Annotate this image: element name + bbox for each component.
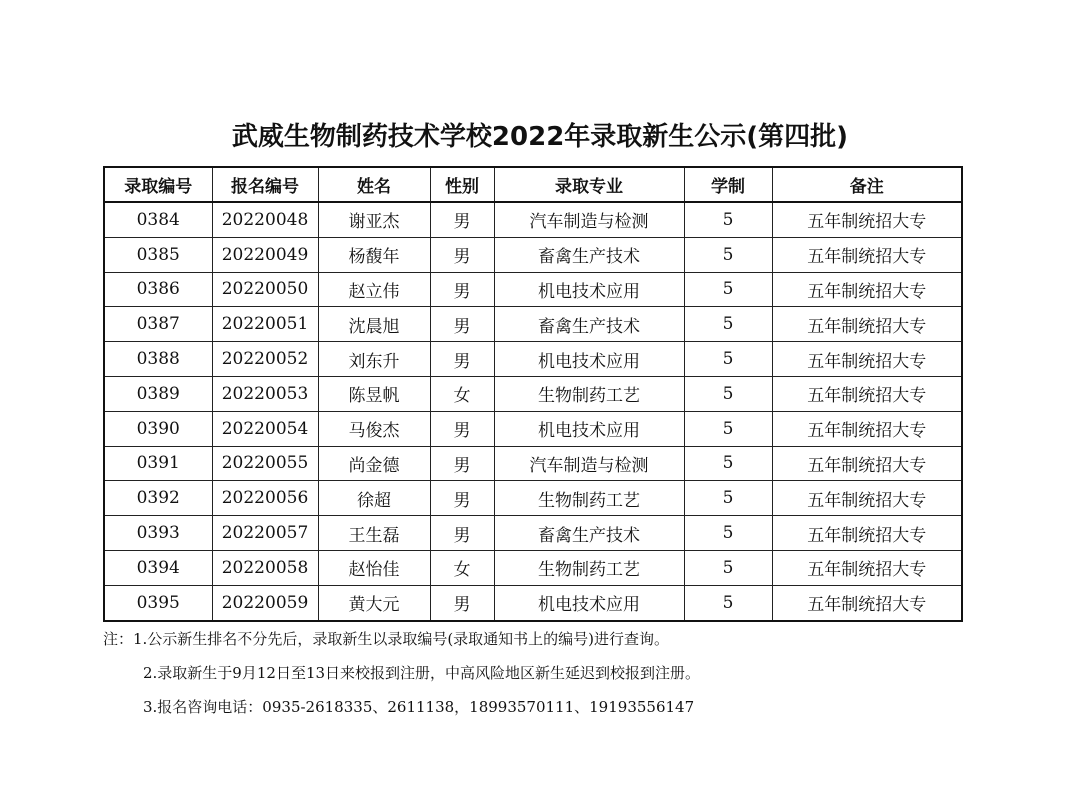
- cell-major: 畜禽生产技术: [494, 237, 684, 272]
- cell-registration-no: 20220055: [212, 446, 318, 481]
- cell-gender: 男: [430, 202, 494, 237]
- cell-gender: 女: [430, 376, 494, 411]
- note-3: 3.报名咨询电话：0935-2618335、2611138，18993570111、19193556147: [143, 698, 695, 716]
- cell-name: 沈晨旭: [318, 307, 430, 342]
- cell-remark: 五年制统招大专: [772, 516, 962, 551]
- table-header: [104, 167, 962, 202]
- cell-remark: 五年制统招大专: [772, 307, 962, 342]
- cell-name: 陈昱帆: [318, 376, 430, 411]
- cell-name: 谢亚杰: [318, 202, 430, 237]
- cell-remark: 五年制统招大专: [772, 272, 962, 307]
- table-row: [104, 202, 962, 237]
- column-header-gender: 性别: [430, 167, 494, 202]
- cell-name: 赵立伟: [318, 272, 430, 307]
- table-row: [104, 272, 962, 307]
- cell-remark: 五年制统招大专: [772, 550, 962, 585]
- cell-admission-no: 0388: [104, 342, 212, 377]
- column-header-registration-no: 报名编号: [212, 167, 318, 202]
- note-2: 2.录取新生于9月12日至13日来校报到注册，中高风险地区新生延迟到校报到注册。: [143, 664, 701, 682]
- cell-major: 汽车制造与检测: [494, 202, 684, 237]
- table-row: [104, 411, 962, 446]
- cell-admission-no: 0391: [104, 446, 212, 481]
- cell-admission-no: 0392: [104, 481, 212, 516]
- admission-table: [103, 166, 963, 622]
- cell-gender: 男: [430, 516, 494, 551]
- cell-gender: 男: [430, 342, 494, 377]
- cell-duration: 5: [684, 481, 772, 516]
- cell-registration-no: 20220050: [212, 272, 318, 307]
- table-body: [104, 202, 962, 621]
- cell-gender: 男: [430, 237, 494, 272]
- cell-admission-no: 0390: [104, 411, 212, 446]
- cell-major: 生物制药工艺: [494, 481, 684, 516]
- cell-remark: 五年制统招大专: [772, 342, 962, 377]
- cell-registration-no: 20220057: [212, 516, 318, 551]
- cell-duration: 5: [684, 307, 772, 342]
- cell-duration: 5: [684, 411, 772, 446]
- cell-admission-no: 0384: [104, 202, 212, 237]
- cell-major: 生物制药工艺: [494, 550, 684, 585]
- cell-major: 机电技术应用: [494, 411, 684, 446]
- table-row: [104, 585, 962, 620]
- cell-duration: 5: [684, 376, 772, 411]
- cell-admission-no: 0385: [104, 237, 212, 272]
- cell-duration: 5: [684, 342, 772, 377]
- cell-major: 畜禽生产技术: [494, 516, 684, 551]
- header-row: [104, 167, 962, 202]
- cell-duration: 5: [684, 550, 772, 585]
- cell-registration-no: 20220058: [212, 550, 318, 585]
- cell-major: 机电技术应用: [494, 585, 684, 620]
- cell-admission-no: 0395: [104, 585, 212, 620]
- cell-remark: 五年制统招大专: [772, 411, 962, 446]
- cell-name: 王生磊: [318, 516, 430, 551]
- cell-name: 杨馥年: [318, 237, 430, 272]
- cell-remark: 五年制统招大专: [772, 446, 962, 481]
- cell-major: 机电技术应用: [494, 272, 684, 307]
- cell-remark: 五年制统招大专: [772, 481, 962, 516]
- cell-major: 机电技术应用: [494, 342, 684, 377]
- cell-admission-no: 0387: [104, 307, 212, 342]
- table-row: [104, 446, 962, 481]
- cell-duration: 5: [684, 237, 772, 272]
- cell-registration-no: 20220059: [212, 585, 318, 620]
- cell-admission-no: 0386: [104, 272, 212, 307]
- column-header-major: 录取专业: [494, 167, 684, 202]
- cell-gender: 男: [430, 272, 494, 307]
- cell-registration-no: 20220051: [212, 307, 318, 342]
- cell-name: 刘东升: [318, 342, 430, 377]
- table-row: [104, 550, 962, 585]
- cell-remark: 五年制统招大专: [772, 202, 962, 237]
- cell-gender: 男: [430, 411, 494, 446]
- cell-name: 徐超: [318, 481, 430, 516]
- cell-duration: 5: [684, 516, 772, 551]
- cell-registration-no: 20220053: [212, 376, 318, 411]
- cell-duration: 5: [684, 446, 772, 481]
- cell-major: 畜禽生产技术: [494, 307, 684, 342]
- cell-duration: 5: [684, 272, 772, 307]
- cell-name: 黄大元: [318, 585, 430, 620]
- cell-admission-no: 0393: [104, 516, 212, 551]
- column-header-admission-no: 录取编号: [104, 167, 212, 202]
- column-header-name: 姓名: [318, 167, 430, 202]
- cell-remark: 五年制统招大专: [772, 585, 962, 620]
- cell-name: 赵怡佳: [318, 550, 430, 585]
- table-row: [104, 481, 962, 516]
- cell-duration: 5: [684, 202, 772, 237]
- cell-admission-no: 0394: [104, 550, 212, 585]
- cell-gender: 男: [430, 481, 494, 516]
- page-title: 武威生物制药技术学校2022年录取新生公示(第四批): [231, 122, 849, 152]
- table-row: [104, 376, 962, 411]
- cell-registration-no: 20220052: [212, 342, 318, 377]
- cell-major: 汽车制造与检测: [494, 446, 684, 481]
- column-header-remark: 备注: [772, 167, 962, 202]
- cell-name: 马俊杰: [318, 411, 430, 446]
- table-row: [104, 307, 962, 342]
- notes-section: [103, 622, 1003, 724]
- table-row: [104, 516, 962, 551]
- table-row: [104, 237, 962, 272]
- cell-registration-no: 20220054: [212, 411, 318, 446]
- cell-registration-no: 20220049: [212, 237, 318, 272]
- cell-gender: 女: [430, 550, 494, 585]
- cell-gender: 男: [430, 307, 494, 342]
- cell-name: 尚金德: [318, 446, 430, 481]
- cell-registration-no: 20220048: [212, 202, 318, 237]
- cell-admission-no: 0389: [104, 376, 212, 411]
- cell-gender: 男: [430, 585, 494, 620]
- cell-remark: 五年制统招大专: [772, 237, 962, 272]
- table-row: [104, 342, 962, 377]
- cell-remark: 五年制统招大专: [772, 376, 962, 411]
- cell-duration: 5: [684, 585, 772, 620]
- cell-registration-no: 20220056: [212, 481, 318, 516]
- note-1: 注：1.公示新生排名不分先后，录取新生以录取编号(录取通知书上的编号)进行查询。: [103, 630, 670, 648]
- cell-major: 生物制药工艺: [494, 376, 684, 411]
- cell-gender: 男: [430, 446, 494, 481]
- column-header-duration: 学制: [684, 167, 772, 202]
